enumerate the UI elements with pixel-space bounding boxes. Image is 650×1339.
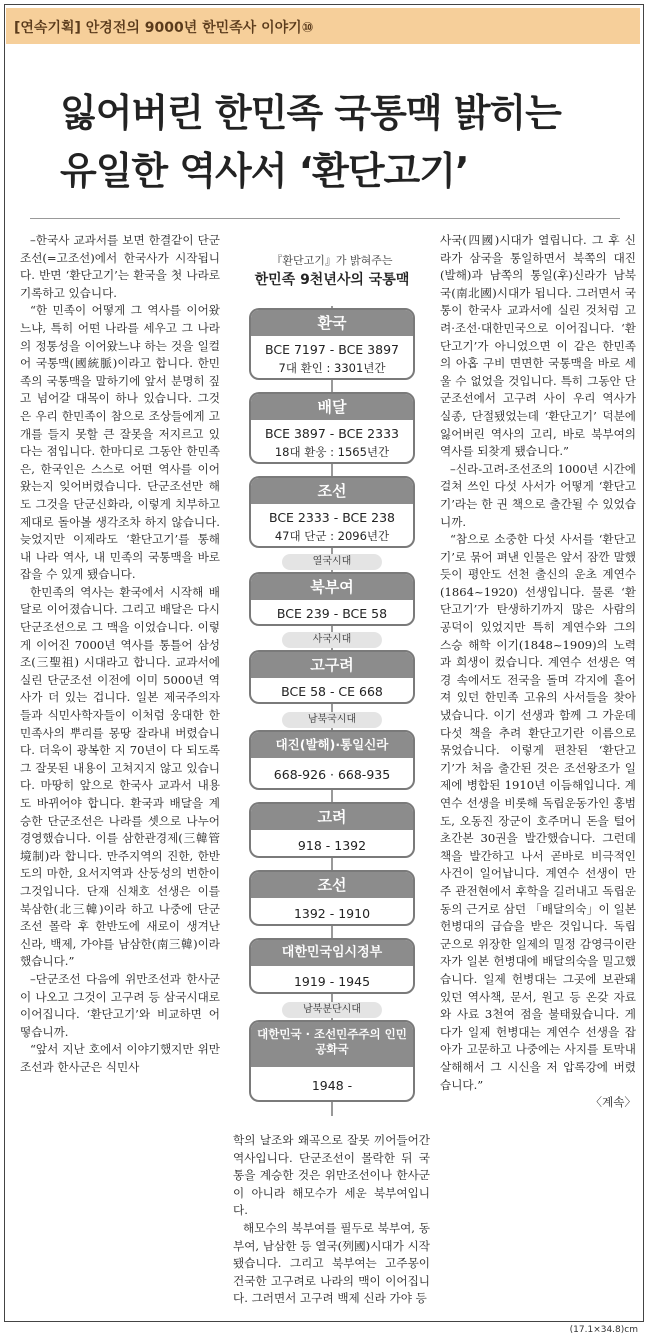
- card-dates: 1392 - 1910: [293, 906, 371, 921]
- series-banner: [6, 8, 640, 44]
- card-note: 47대 단군 : 2096년간: [274, 529, 390, 543]
- paragraph: “참으로 소중한 다섯 사서를 ‘환단고기’로 묶어 펴낸 인물은 앞서 잠깐 말했듯이 평안도 선천 출신의 운초 계연수(1864~1920) 선생입니다. 물론 ‘환단고기’가 탄생하기까지 많은 사람의 공덕이 있었지만 특히 계연수와 그의 스승 해학 이기(1848~1909)의 노력과 희생이 컸습니다. 계연수 선생은 역경 속에서도 전국을 돌며 각지에 흩어져 있던 한민족 고유의 사서들을 찾아냈습니다. 이기 선생과 함께 그 가운데 다섯 책을 추려 환단고기란 이름으로 묶었습니다. 이렇게 편찬된 ‘환단고기’가 처음 출간된 것은 조선왕조가 일제에 병합된 1910년 이듬해입니다. 계연수 선생을 비롯해 독립운동가인 홍범도, 오동진 장군이 호주머니 돈을 털어 초간본 30권을 발간했습니다. 그런데 책을 발간하고 나서 곧바로 비극적인 사건이 일어납니다. 계연수 선생이 만주 관전현에서 후학을 길러내고 독립운동의 근거로 삼던 「배달의숙」이 일본 헌병대의 급습을 받은 것입니다. 독립군으로 위장한 일제의 밀정 감영극이란 자가 일본 헌병대에 배달의숙을 밀고했습니다. 일제 헌병대는 그곳에 보관돼 있던 역사책, 문서, 원고 등 온갖 자료와 사료 3천여 점을 불태웠습니다. 게다가 일제 헌병대는 계연수 선생을 잡아가 고문하고 나중에는 사지를 토막내 살해해서 그 시신을 저 압록강에 버렸습니다.”: [440, 532, 636, 1092]
- timeline-card-hwanguk: [249, 308, 415, 380]
- article-size-note: (17.1×34.8)cm: [569, 1325, 638, 1335]
- paragraph: 해모수의 북부여를 필두로 북부여, 동부여, 남삼한 등 열국(列國)시대가 시작됐습니다. 그리고 북부여는 고주몽이 건국한 고구려로 나라의 맥이 이어집니다. 그러면서 고구려 백제 신라 가야 등: [233, 1220, 430, 1306]
- card-dates: 1948 -: [311, 1078, 353, 1093]
- headline-line-1: 잃어버린 한민족 국통맥 밝히는: [60, 91, 561, 135]
- card-dates: 918 - 1392: [297, 838, 367, 853]
- card-name: 대한민국 · 조선민주주의 인민공화국: [251, 1022, 413, 1067]
- paragraph: –단군조선 다음에 위만조선과 한사군이 나오고 그것이 고구려 등 삼국시대로 이어집니다. ‘환단고기’와 비교하면 어떻습니까.: [20, 971, 220, 1039]
- card-dates: BCE 3897 - BCE 2333: [265, 426, 399, 441]
- body-column-3: [440, 232, 636, 1112]
- paragraph: –한국사 교과서를 보면 한결같이 단군조선(=고조선)에서 한국사가 시작됩니다. 반면 ‘환단고기’는 환국을 첫 나라로 기록하고 있습니다.: [20, 233, 220, 300]
- timeline-card-goguryeo: [249, 650, 415, 704]
- era-label: 남북국시대: [282, 712, 382, 728]
- timeline-card-baedal: [249, 392, 415, 464]
- era-label: 남북분단시대: [282, 1002, 382, 1018]
- card-name: 조선: [251, 478, 413, 504]
- card-dates: BCE 58 - CE 668: [281, 684, 383, 699]
- headline-divider: [30, 218, 620, 219]
- timeline-card-goryeo: [249, 802, 415, 858]
- paragraph: “앞서 지난 호에서 이야기했지만 위만조선과 한사군은 식민사: [20, 1042, 220, 1074]
- national-lineage-timeline: [234, 236, 430, 1126]
- timeline-card-joseon-dynasty: [249, 870, 415, 926]
- card-name: 조선: [251, 872, 413, 898]
- card-name: 북부여: [251, 574, 413, 600]
- paragraph: “한 민족이 어떻게 그 역사를 이어왔느냐, 특히 어떤 나라를 세우고 그 나라의 정통성을 이어왔느냐 하는 것을 일컬어 국통맥(國統脈)이라고 합니다. 한민족의 국통맥을 말하기에 앞서 분명히 짚고 넘어갈 대목이 하나 있습니다. 그것은 우리 한민족이 참으로 조상들에게 고개를 들지 못할 큰 잘못을 저지르고 있다는 점입니다. 한마디로 그동안 한민족은, 한국인은 스스로 어떤 역사를 이어왔는지 잊어버렸습니다. 단군조선만 해도 그것을 단군신화라, 이렇게 치부하고 제대로 돌아볼 생각조차 하지 않습니다. 늦었지만 이제라도 ‘환단고기’를 통해 내 나라 역사, 내 민족의 국통맥을 바로잡을 수 있게 됐습니다.: [20, 303, 220, 582]
- card-name: 대진(발해)·통일신라: [251, 732, 413, 758]
- paragraph: 한민족의 역사는 환국에서 시작해 배달로 이어졌습니다. 그리고 배달은 다시 단군조선으로 그 맥을 이었습니다. 이렇게 이어진 7000년 역사를 통틀어 삼성조(三聖祖) 시대라고 합니다. 교과서에 실린 단군조선 이전에 이미 5000년 역사가 더 있는 겁니다. 일본 제국주의자들과 식민사학자들이 이처럼 웅대한 한민족사의 뿌리를 몽땅 잘라내 버렸습니다. 더욱이 광복한 지 70년이 다 되도록 그 잘못된 내용이 고쳐지지 않고 있습니다. 마땅히 앞으로 한국사 교과서 내용도 바뀌어야 합니다. 환국과 배달을 계승한 단군조선은 나라를 셋으로 나누어 경영했습니다. 이를 삼한관경제(三韓管境制)라 합니다. 만주지역의 진한, 한반도의 마한, 요서지역과 산둥성의 번한이 그것입니다. 단재 신채호 선생은 이를 북삼한(北三韓)이라 하고 나중에 단군조선 몰락 후 한반도에 새로이 생겨난 신라, 백제, 가야를 남삼한(南三韓)이라 했습니다.”: [20, 584, 220, 969]
- card-dates: BCE 239 - BCE 58: [276, 606, 388, 621]
- paragraph: 학의 날조와 왜곡으로 잘못 끼어들어간 역사입니다. 단군조선이 몰락한 뒤 국통을 계승한 것은 위만조선이나 한사군이 아니라 해모수가 세운 북부여입니다.: [233, 1133, 430, 1218]
- timeline-card-divided-korea: [249, 1020, 415, 1102]
- card-name: 배달: [251, 394, 413, 420]
- paragraph: –신라-고려-조선조의 1000년 시간에 걸쳐 쓰인 다섯 사서가 어떻게 ‘환단고기’라는 한 권 책으로 출간될 수 있었습니까.: [440, 461, 636, 529]
- timeline-card-bukbuyeo: [249, 572, 415, 626]
- card-note: 18대 환웅 : 1565년간: [274, 445, 390, 459]
- paragraph: 사국(四國)시대가 열립니다. 그 후 신라가 삼국을 통일하면서 북쪽의 대진(발해)과 남쪽의 통일(후)신라가 남북국(南北國)시대가 됩니다. 그러면서 국통이 한국사 교과서에 실린 것처럼 고려·조선·대한민국으로 이어집니다. ‘환단고기’가 아니었으면 이 같은 한민족의 아홉 구비 면면한 국통맥을 바로 세울 수 없었을 것입니다. 특히 그동안 단군조선에서 고구려 사이 우리 역사가 실종, 단절됐었는데 ‘환단고기’ 덕분에 잃어버린 역사의 고리, 바로 북부여의 역사를 되찾게 됐습니다.”: [440, 233, 636, 459]
- timeline-card-joseon-ancient: [249, 476, 415, 548]
- card-name: 환국: [251, 310, 413, 336]
- card-dates: BCE 7197 - BCE 3897: [265, 342, 399, 357]
- era-label: 열국시대: [282, 554, 382, 570]
- card-dates: 1919 - 1945: [293, 974, 371, 989]
- body-column-2: [233, 1132, 430, 1308]
- body-column-1: [20, 232, 220, 1077]
- card-name: 대한민국임시정부: [251, 940, 413, 966]
- timeline-card-south-north-states: [249, 730, 415, 790]
- era-label: 사국시대: [282, 632, 382, 648]
- timeline-title: 한민족 9천년사의 국통맥: [254, 272, 410, 288]
- card-name: 고구려: [251, 652, 413, 678]
- card-name: 고려: [251, 804, 413, 830]
- timeline-subtitle: 『환단고기』가 밝혀주는: [271, 254, 393, 267]
- card-note: 7대 환인 : 3301년간: [278, 361, 386, 375]
- series-label: [연속기획] 안경전의 9000년 한민족사 이야기⑩: [14, 20, 314, 36]
- headline-line-2: 유일한 역사서 ‘환단고기’: [60, 149, 469, 193]
- card-dates: BCE 2333 - BCE 238: [268, 510, 396, 525]
- card-dates: 668-926 · 668-935: [273, 767, 391, 782]
- timeline-card-provisional-government: [249, 938, 415, 994]
- continued-mark: 〈계속〉: [590, 1095, 636, 1110]
